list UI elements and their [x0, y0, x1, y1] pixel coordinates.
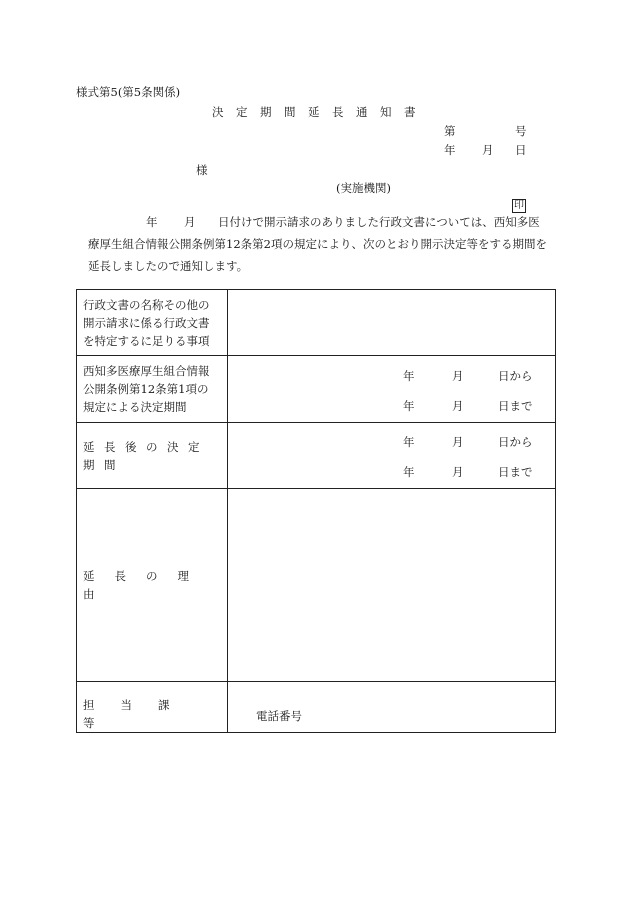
field-extension-reason[interactable]	[228, 489, 556, 682]
date-day: 日	[515, 143, 527, 157]
row-extended-period	[77, 423, 556, 489]
body-date-month: 月	[184, 215, 196, 229]
date-year: 年	[444, 143, 456, 157]
label-extension-reason: 延長の理由	[77, 489, 228, 682]
addressee-suffix: 様	[196, 163, 208, 177]
field-original-period[interactable]: 年 月 日から 年 月 日まで	[228, 356, 556, 423]
label-original-period: 西知多医療厚生組合情報 公開条例第12条第1項の 規定による決定期間	[77, 356, 228, 423]
body-line-1: 日付けで開示請求のありました行政文書については、西知多医	[218, 215, 540, 229]
form-number: 様式第5(第5条関係)	[76, 85, 181, 99]
field-document-name[interactable]	[228, 290, 556, 356]
row-document-name	[77, 290, 556, 356]
agency-label: (実施機関)	[336, 181, 391, 195]
field-department[interactable]	[228, 682, 556, 733]
seal-mark: 印	[514, 200, 524, 211]
row-original-period	[77, 356, 556, 423]
body-date-year: 年	[146, 215, 158, 229]
label-department: 担当課等	[77, 682, 228, 733]
row-extension-reason	[77, 489, 556, 682]
body-line-3: 延長しましたので通知します。	[88, 259, 249, 273]
body-line-2: 療厚生組合情報公開条例第12条第2項の規定により、次のとおり開示決定等をする期間を	[88, 237, 547, 251]
document-title: 決定期間延長通知書	[212, 105, 428, 119]
label-extended-period: 延長後の決定期間	[77, 423, 228, 489]
number-prefix: 第	[444, 124, 456, 138]
field-extended-period[interactable]: 年 月 日から 年 月 日まで	[228, 423, 556, 489]
date-month: 月	[482, 143, 494, 157]
phone-label: 電話番号	[256, 709, 302, 723]
row-department	[77, 682, 556, 733]
number-suffix: 号	[515, 124, 527, 138]
form-table	[76, 289, 556, 733]
label-document-name: 行政文書の名称その他の 開示請求に係る行政文書 を特定するに足りる事項	[77, 290, 228, 356]
